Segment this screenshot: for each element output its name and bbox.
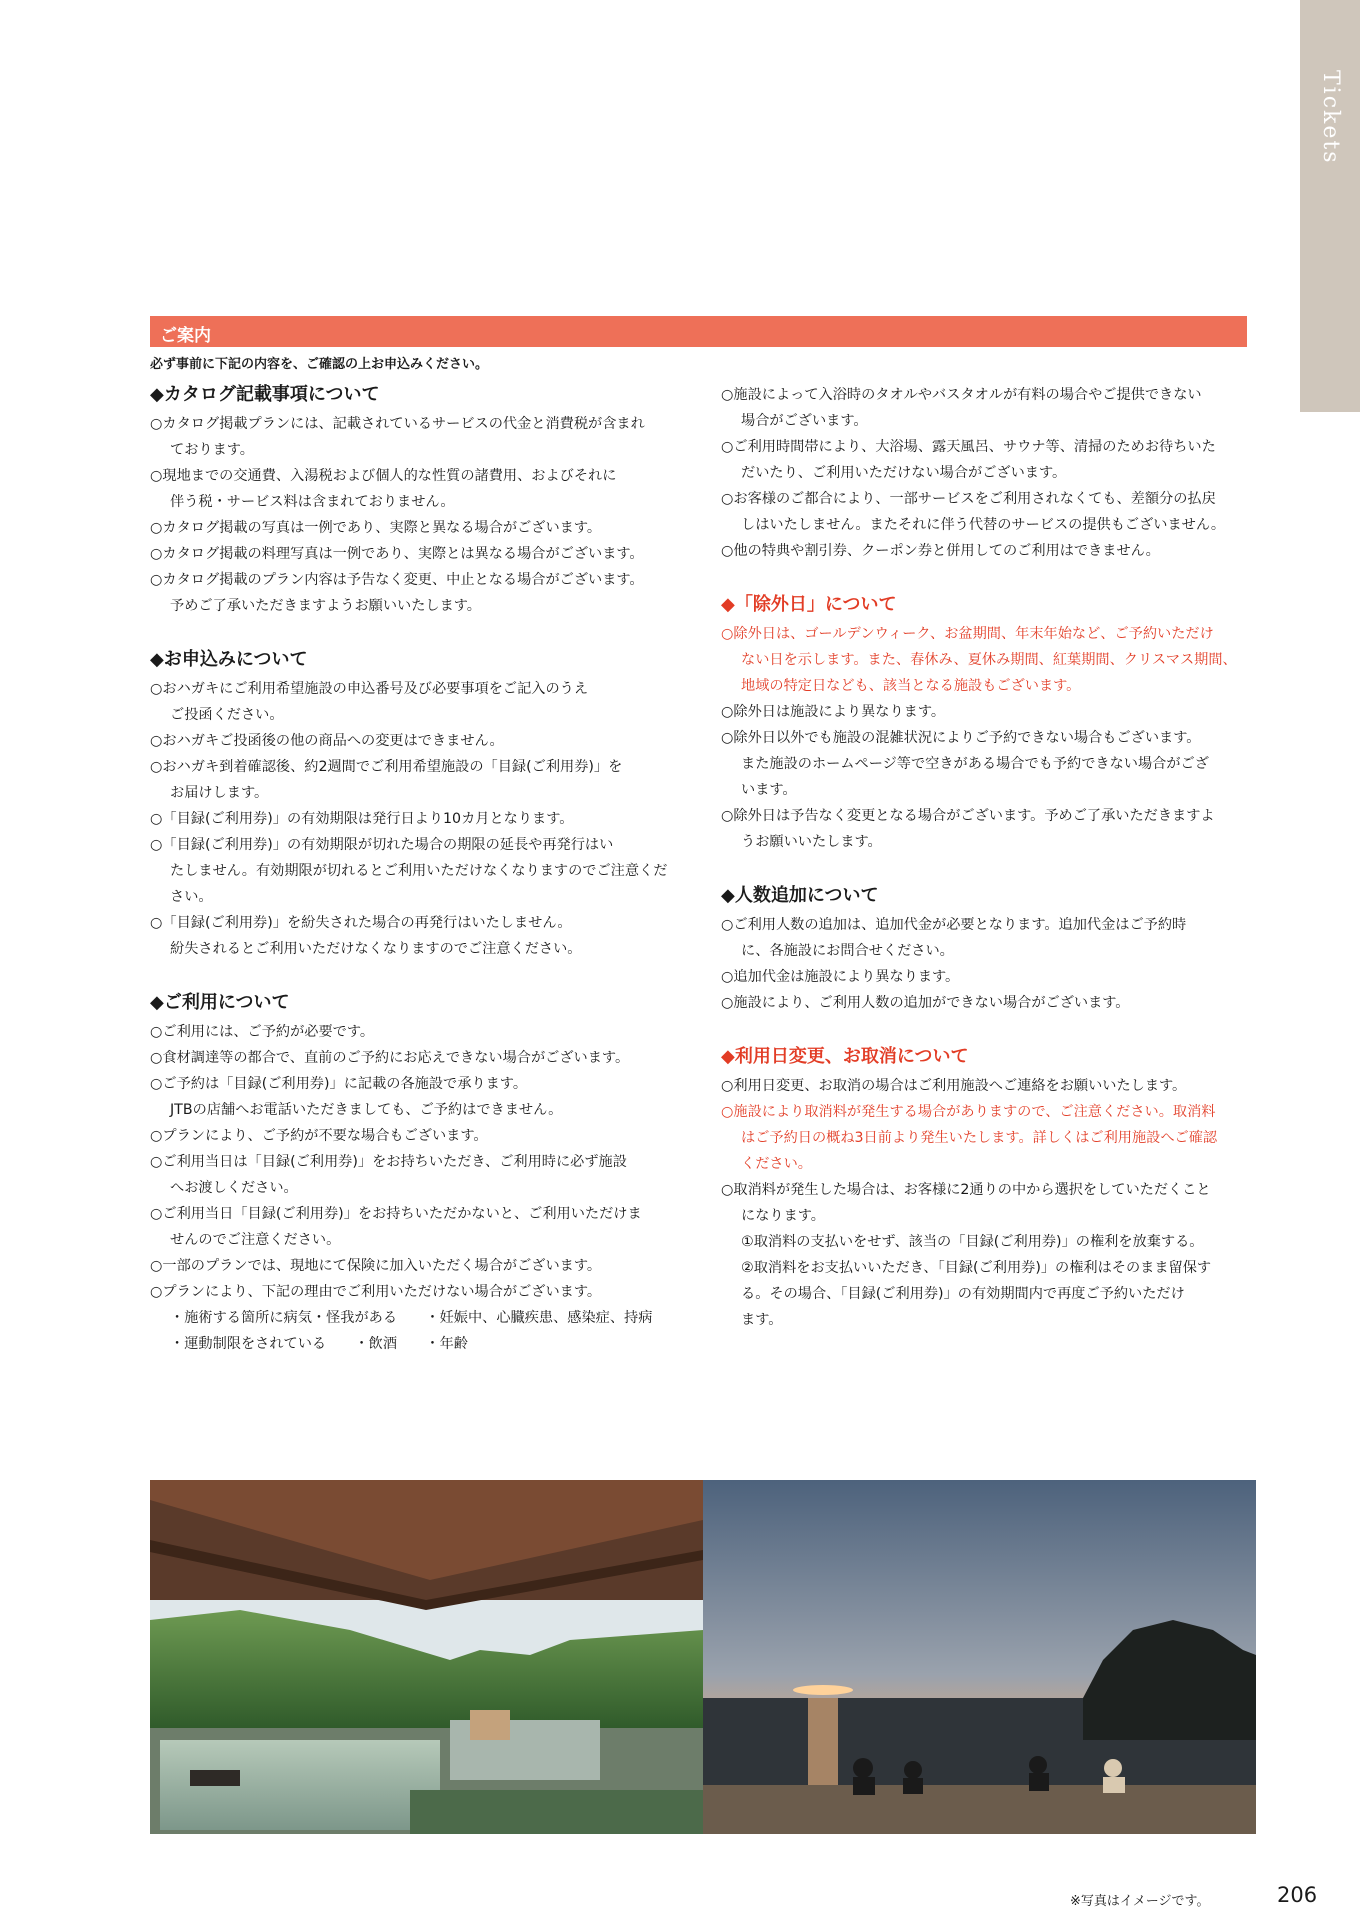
intro-text: 必ず事前に下記の内容を、ご確認の上お申込みください。	[150, 357, 489, 372]
left-column	[150, 382, 690, 1385]
notice-section	[721, 382, 1251, 564]
section-heading: ◆ご利用について	[150, 992, 290, 1013]
notice-item: ○除外日は施設により異なります。	[721, 704, 946, 720]
notice-item: ○除外日は、ゴールデンウィーク、お盆期間、年末年始など、ご予約いただけ ない日を示します。また、春休み、夏休み期間、紅葉期間、クリスマス期間、 地域の特定日なども、該当となる施設もございます。	[721, 626, 1237, 694]
notice-item: ○カタログ掲載の料理写真は一例であり、実際とは異なる場合がございます。	[150, 546, 644, 562]
notice-item: ○施設により取消料が発生する場合がありますので、ご注意ください。取消料 はご予約日の概ね3日前より発生いたします。詳しくはご利用施設へご確認 ください。	[721, 1104, 1218, 1172]
notice-item: ○プランにより、下記の理由でご利用いただけない場合がございます。	[150, 1284, 602, 1300]
notice-item: ○取消料が発生した場合は、お客様に2通りの中から選択をしていただくこと になります。	[721, 1182, 1211, 1224]
notice-item: ○お客様のご都合により、一部サービスをご利用されなくても、差額分の払戻 しはいたしません。またそれに伴う代替のサービスの提供もございません。	[721, 491, 1226, 533]
notice-item: ○ご利用当日「目録(ご利用券)」をお持ちいただかないと、ご利用いただけま せんのでご注意ください。	[150, 1206, 642, 1248]
notice-item: ○施設により、ご利用人数の追加ができない場合がございます。	[721, 995, 1130, 1011]
notice-item: ○ご利用には、ご予約が必要です。	[150, 1024, 375, 1040]
notice-item: ○追加代金は施設により異なります。	[721, 969, 960, 985]
notice-item: ○除外日は予告なく変更となる場合がございます。予めご了承いただきますよ うお願いいたします。	[721, 808, 1215, 850]
notice-section	[721, 883, 1251, 1016]
section-heading: ◆「除外日」について	[721, 594, 897, 615]
notice-item: ○プランにより、ご予約が不要な場合もございます。	[150, 1128, 488, 1144]
notice-item: ○他の特典や割引券、クーポン券と併用してのご利用はできません。	[721, 543, 1160, 559]
notice-item: ○ご利用当日は「目録(ご利用券)」をお持ちいただき、ご利用時に必ず施設 へお渡しください。	[150, 1154, 627, 1196]
notice-section	[150, 990, 690, 1357]
info-banner	[150, 316, 1247, 347]
notice-item: ○ご予約は「目録(ご利用券)」に記載の各施設で承ります。 JTBの店舗へお電話いただきましても、ご予約はできません。	[150, 1076, 563, 1118]
notice-section	[150, 647, 690, 962]
section-tab-label: Tickets	[1318, 70, 1343, 165]
notice-subitems: ・施術する箇所に病気・怪我がある ・妊娠中、心臓疾患、感染症、持病 ・運動制限をされている ・飲酒 ・年齢	[170, 1310, 653, 1352]
sunset-pool-photo	[703, 1480, 1256, 1834]
notice-item: ○カタログ掲載プランには、記載されているサービスの代金と消費税が含まれ ております。	[150, 416, 645, 458]
notice-item: ○おハガキにご利用希望施設の申込番号及び必要事項をご記入のうえ ご投函ください。	[150, 681, 589, 723]
section-tab	[1300, 0, 1360, 412]
notice-item: ○「目録(ご利用券)」の有効期限は発行日より10カ月となります。	[150, 811, 574, 827]
section-heading: ◆お申込みについて	[150, 649, 308, 670]
notice-section	[721, 592, 1251, 855]
notice-item: ○「目録(ご利用券)」の有効期限が切れた場合の期限の延長や再発行はい たしません。有効期限が切れるとご利用いただけなくなりますのでご注意くだ さい。	[150, 837, 668, 905]
section-heading: ◆人数追加について	[721, 885, 879, 906]
notice-section	[721, 1044, 1251, 1333]
notice-section	[150, 382, 690, 619]
notice-item: ○カタログ掲載のプラン内容は予告なく変更、中止となる場合がございます。 予めご了承いただきますようお願いいたします。	[150, 572, 644, 614]
notice-item: ○食材調達等の都合で、直前のご予約にお応えできない場合がございます。	[150, 1050, 630, 1066]
notice-item: ○おハガキ到着確認後、約2週間でご利用希望施設の「目録(ご利用券)」を お届けします。	[150, 759, 623, 801]
notice-item: ○カタログ掲載の写真は一例であり、実際と異なる場合がございます。	[150, 520, 602, 536]
banner-title: ご案内	[160, 326, 211, 346]
section-heading: ◆カタログ記載事項について	[150, 384, 380, 405]
notice-item: ○「目録(ご利用券)」を紛失された場合の再発行はいたしません。 紛失されるとご利用いただけなくなりますのでご注意ください。	[150, 915, 582, 957]
notice-item: ○除外日以外でも施設の混雑状況によりご予約できない場合もございます。 また施設のホームページ等で空きがある場合でも予約できない場合がござ います。	[721, 730, 1209, 798]
notice-item: ○ご利用時間帯により、大浴場、露天風呂、サウナ等、清掃のためお待ちいた だいたり、ご利用いただけない場合がございます。	[721, 439, 1216, 481]
page-number: 206	[1277, 1883, 1318, 1907]
notice-item: ○ご利用人数の追加は、追加代金が必要となります。追加代金はご予約時 に、各施設にお問合せください。	[721, 917, 1187, 959]
notice-item: ○おハガキご投函後の他の商品への変更はできません。	[150, 733, 504, 749]
right-column	[721, 382, 1251, 1361]
notice-subitems: ①取消料の支払いをせず、該当の「目録(ご利用券)」の権利を放棄する。 ②取消料をお支払いいただき、「目録(ご利用券)」の権利はそのまま留保す る。その場合、「目録(ご利用券)」の有効期間内で再度ご予約いただけ ます。	[741, 1234, 1212, 1328]
photo-caption: ※写真はイメージです。	[1070, 1894, 1210, 1909]
notice-item: ○施設によって入浴時のタオルやバスタオルが有料の場合やご提供できない 場合がございます。	[721, 387, 1202, 429]
bathhouse-photo	[150, 1480, 703, 1834]
section-heading: ◆利用日変更、お取消について	[721, 1046, 969, 1067]
photo-strip	[150, 1480, 1256, 1834]
notice-item: ○現地までの交通費、入湯税および個人的な性質の諸費用、およびそれに 伴う税・サービス料は含まれておりません。	[150, 468, 617, 510]
notice-item: ○一部のプランでは、現地にて保険に加入いただく場合がございます。	[150, 1258, 602, 1274]
notice-item: ○利用日変更、お取消の場合はご利用施設へご連絡をお願いいたします。	[721, 1078, 1187, 1094]
